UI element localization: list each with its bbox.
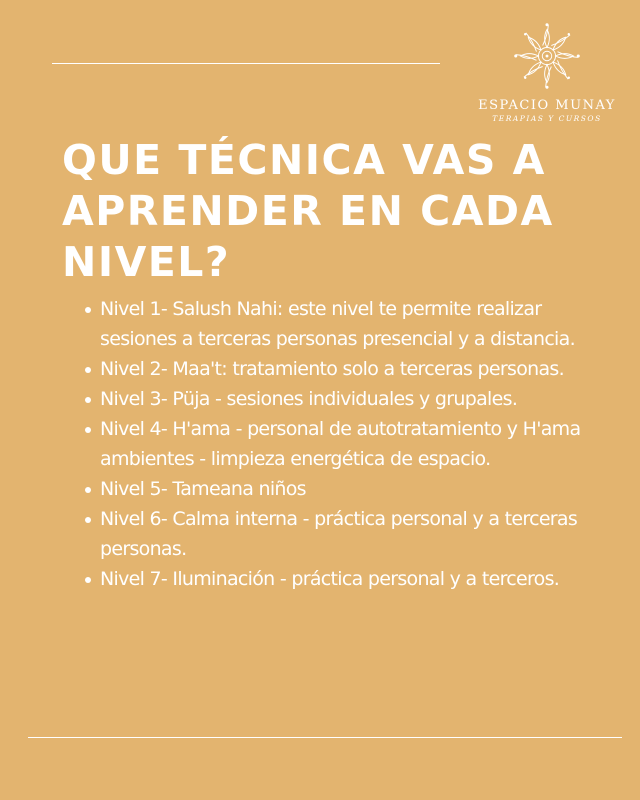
title-line-1: QUE TÉCNICA VAS A bbox=[62, 136, 546, 184]
level-item-2: Nivel 2- Maa't: tratamiento solo a terceras personas. bbox=[100, 354, 620, 384]
level-item-1: Nivel 1- Salush Nahi: este nivel te permite realizar sesiones a terceras personas presencial y a distancia. bbox=[100, 294, 620, 354]
level-item-4: Nivel 4- H'ama - personal de autotratamiento y H'ama ambientes - limpieza energética de espacio. bbox=[100, 414, 620, 474]
level-item-6: Nivel 6- Calma interna - práctica personal y a terceras personas. bbox=[100, 504, 620, 564]
level-item-5: Nivel 5- Tameana niños bbox=[100, 474, 620, 504]
brand-tagline: TERAPIAS Y CURSOS bbox=[492, 114, 602, 123]
top-divider bbox=[52, 63, 440, 64]
title-line-2: APRENDER EN CADA bbox=[62, 187, 554, 235]
level-item-7: Nivel 7- Iluminación - práctica personal y a terceros. bbox=[100, 564, 620, 594]
brand-logo bbox=[475, 18, 619, 123]
bottom-divider bbox=[28, 737, 622, 738]
title-line-3: NIVEL? bbox=[62, 238, 231, 286]
level-list bbox=[80, 294, 620, 594]
level-item-3: Nivel 3- Püja - sesiones individuales y grupales. bbox=[100, 384, 620, 414]
page-title bbox=[62, 135, 562, 288]
mandala-icon bbox=[511, 18, 583, 94]
brand-name: ESPACIO MUNAY bbox=[478, 98, 616, 113]
